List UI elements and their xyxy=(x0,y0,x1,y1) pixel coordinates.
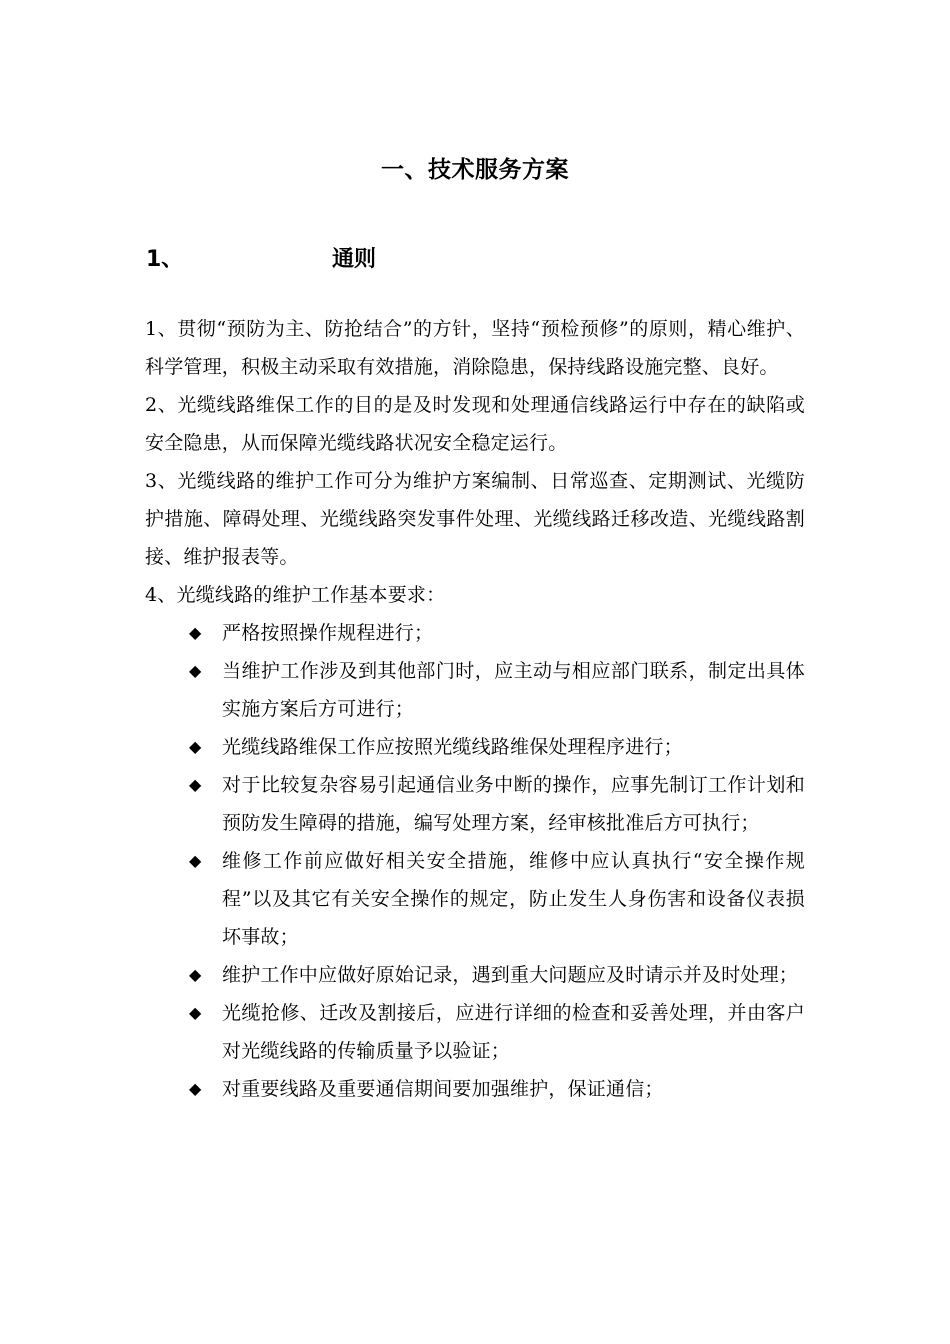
paragraph-1: 1、贯彻“预防为主、防抢结合”的方针，坚持“预检预修”的原则，精心维护、科学管理，积极主动采取有效措施，消除隐患，保持线路设施完整、良好。 xyxy=(145,318,805,378)
list-item-text: 严格按照操作规程进行； xyxy=(222,622,434,644)
list-item xyxy=(145,956,805,994)
document-title: 一、技术服务方案 xyxy=(381,157,569,183)
diamond-bullet-icon: ◆ xyxy=(189,661,202,680)
list-item-text: 维护工作中应做好原始记录，遇到重大问题应及时请示并及时处理； xyxy=(222,964,799,986)
section-heading xyxy=(146,240,546,280)
diamond-bullet-icon: ◆ xyxy=(189,775,202,794)
paragraph-3: 3、光缆线路的维护工作可分为维护方案编制、日常巡查、定期测试、光缆防护措施、障碍处理、光缆线路突发事件处理、光缆线路迁移改造、光缆线路割接、维护报表等。 xyxy=(145,470,805,568)
diamond-bullet-icon: ◆ xyxy=(189,851,202,870)
list-item-text: 当维护工作涉及到其他部门时，应主动与相应部门联系，制定出具体实施方案后方可进行； xyxy=(222,660,805,720)
paragraph-4: 4、光缆线路的维护工作基本要求： xyxy=(145,584,446,606)
requirements-list xyxy=(145,614,805,1108)
list-item xyxy=(145,842,805,956)
list-item xyxy=(145,994,805,1070)
diamond-bullet-icon: ◆ xyxy=(189,623,202,642)
list-item xyxy=(145,614,805,652)
list-item xyxy=(145,1070,805,1108)
paragraph-2: 2、光缆线路维保工作的目的是及时发现和处理通信线路运行中存在的缺陷或安全隐患，从而保障光缆线路状况安全稳定运行。 xyxy=(145,394,805,454)
list-item xyxy=(145,728,805,766)
list-item-text: 光缆线路维保工作应按照光缆线路维保处理程序进行； xyxy=(222,736,683,758)
diamond-bullet-icon: ◆ xyxy=(189,965,202,984)
list-item-text: 光缆抢修、迁改及割接后，应进行详细的检查和妥善处理，并由客户对光缆线路的传输质量予以验证； xyxy=(222,1002,805,1062)
diamond-bullet-icon: ◆ xyxy=(189,1003,202,1022)
list-item-text: 对于比较复杂容易引起通信业务中断的操作，应事先制订工作计划和预防发生障碍的措施，编写处理方案，经审核批准后方可执行； xyxy=(222,774,805,834)
section-title: 通则 xyxy=(332,247,377,272)
document-body xyxy=(145,310,805,1108)
list-item xyxy=(145,652,805,728)
section-number: 1、 xyxy=(146,247,184,272)
list-item-text: 对重要线路及重要通信期间要加强维护，保证通信； xyxy=(222,1078,664,1100)
list-item xyxy=(145,766,805,842)
list-item-text: 维修工作前应做好相关安全措施，维修中应认真执行“安全操作规程”以及其它有关安全操作的规定，防止发生人身伤害和设备仪表损坏事故； xyxy=(222,850,805,948)
diamond-bullet-icon: ◆ xyxy=(189,737,202,756)
diamond-bullet-icon: ◆ xyxy=(189,1079,202,1098)
